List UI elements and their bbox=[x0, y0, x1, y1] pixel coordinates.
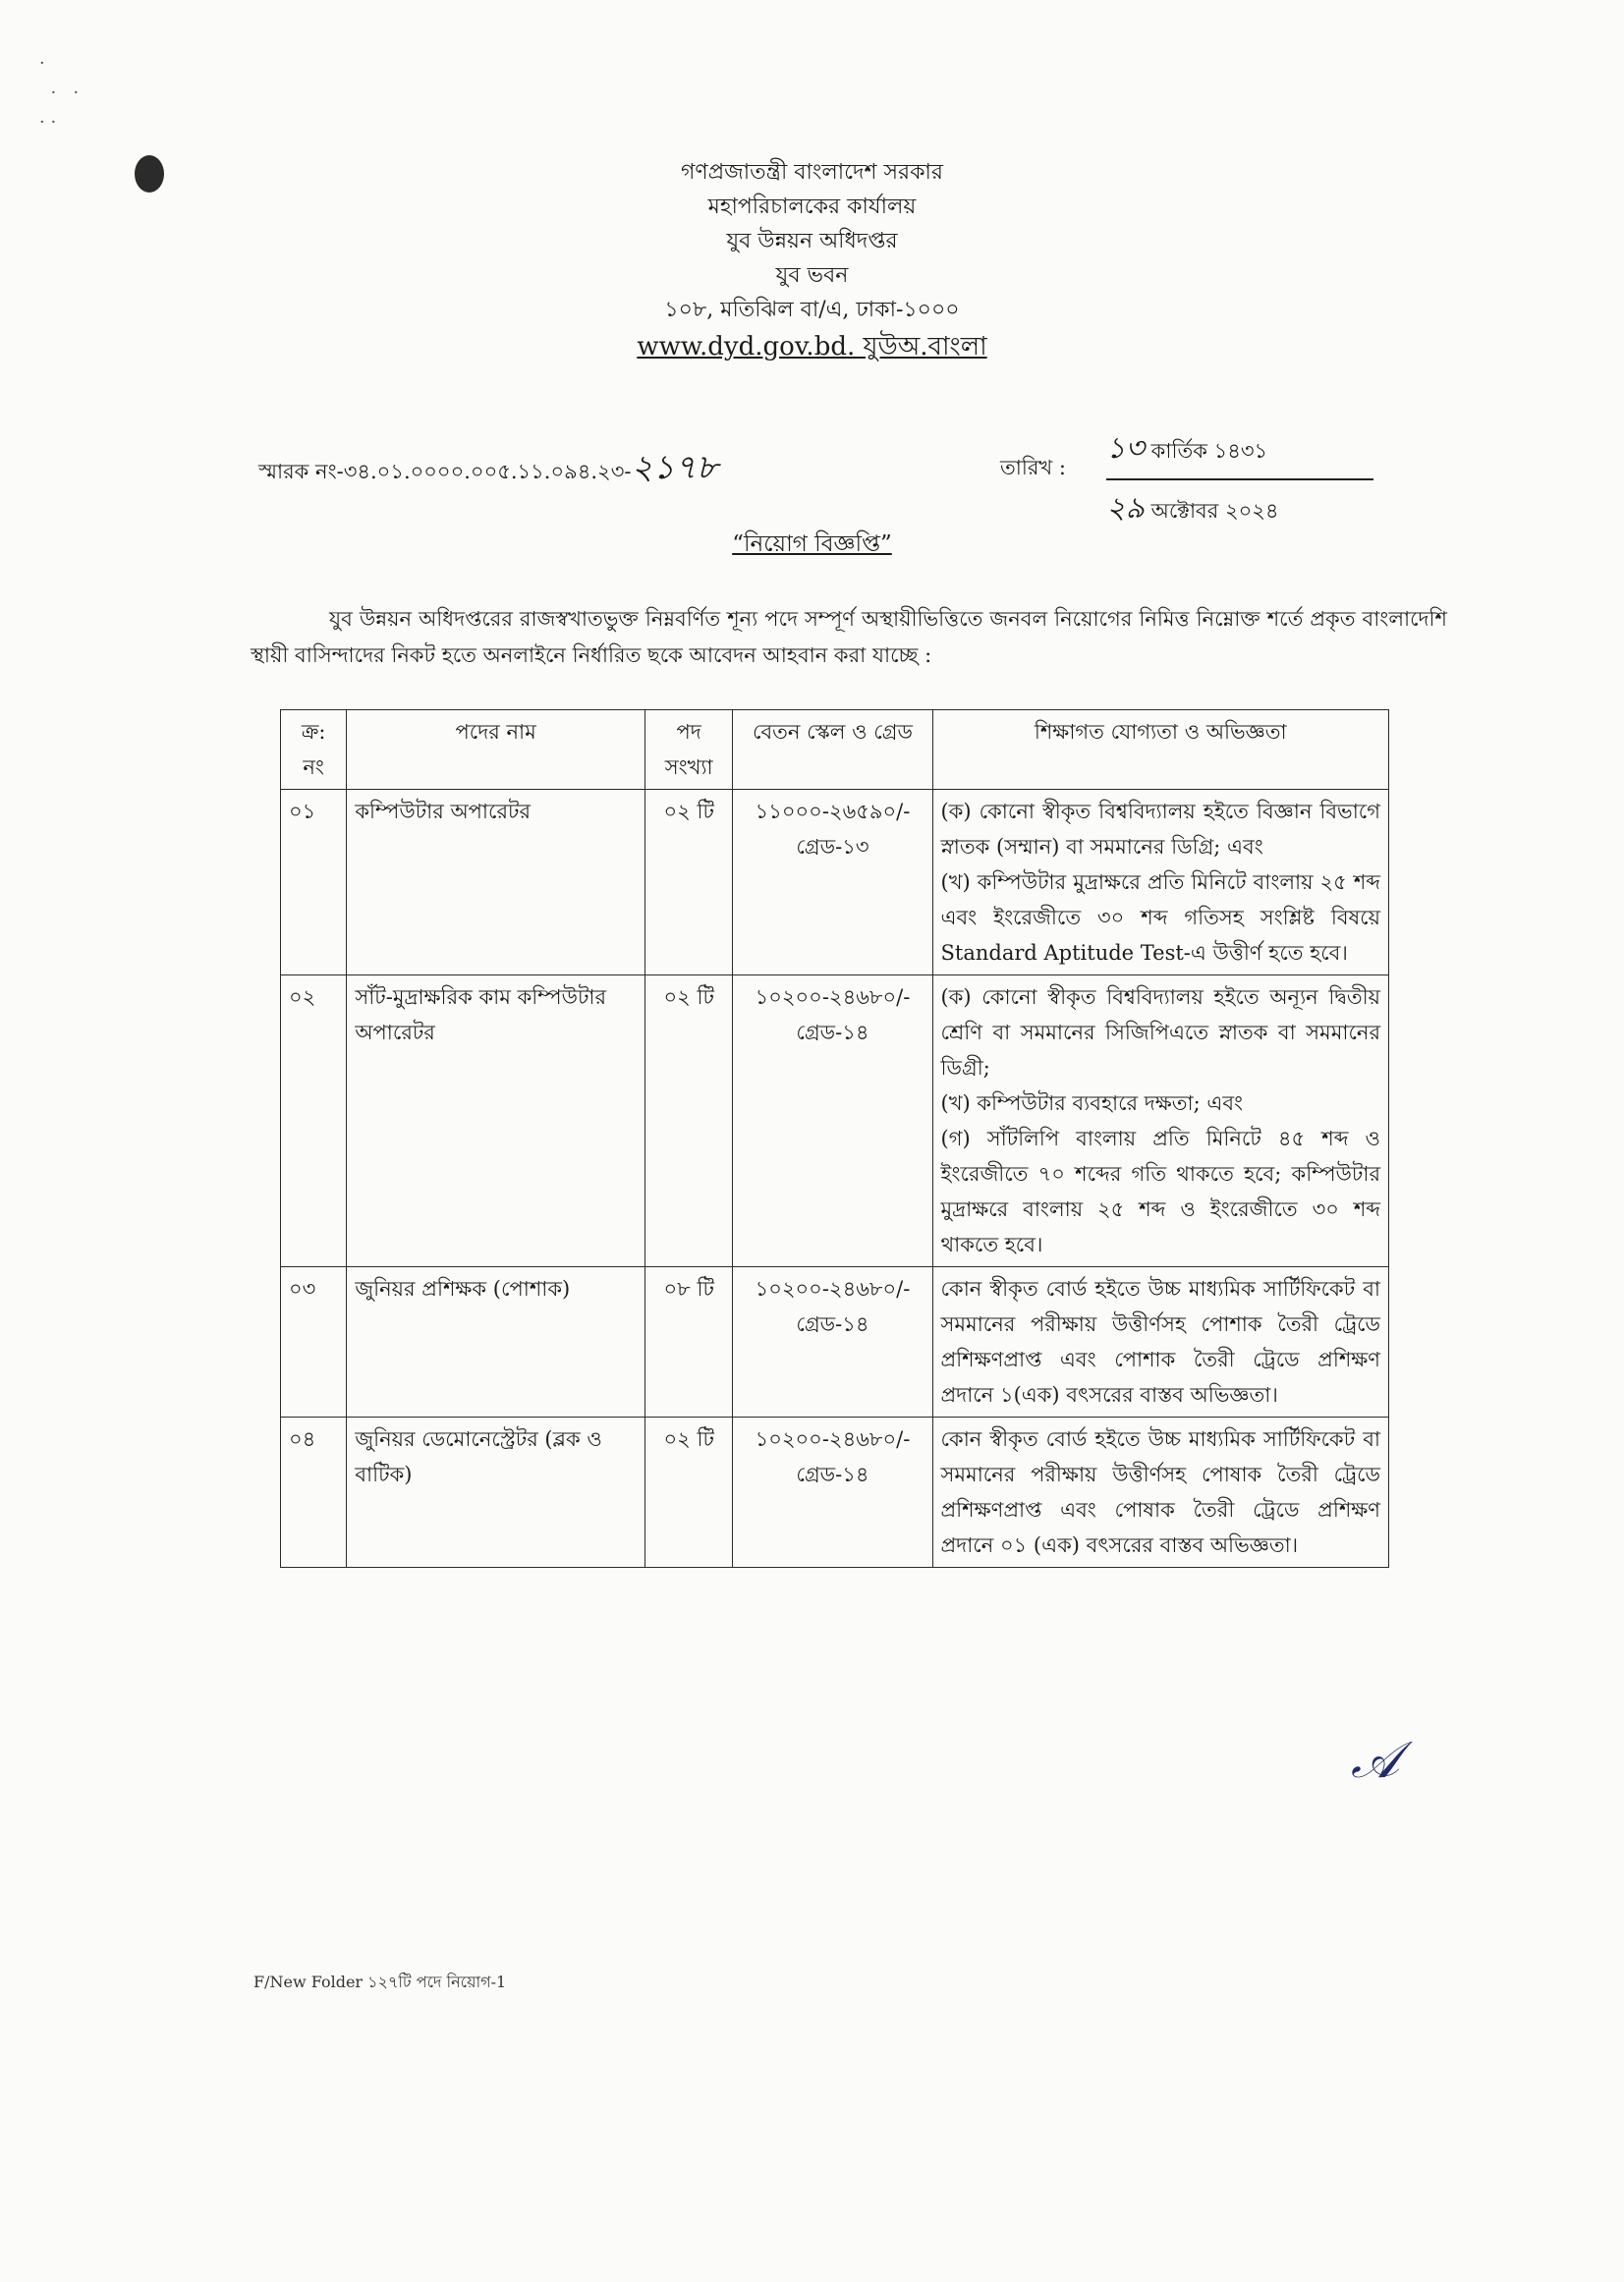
website-link[interactable]: www.dyd.gov.bd. যুউঅ.বাংলা bbox=[637, 332, 987, 362]
cell-post-name: জুনিয়র ডেমোনেস্ট্রেটর (ব্লক ও বাটিক) bbox=[347, 1418, 645, 1568]
header-post-count: পদ সংখ্যা bbox=[644, 710, 732, 790]
grade-value: গ্রেড-১৪ bbox=[796, 1463, 869, 1486]
cell-serial: ০২ bbox=[281, 975, 347, 1267]
grade-value: গ্রেড-১৪ bbox=[796, 1021, 869, 1044]
intro-paragraph: যুব উন্নয়ন অধিদপ্তরের রাজস্বখাতভুক্ত নিম্নবর্ণিত শূন্য পদে সম্পূর্ণ অস্থায়ীভিত্তিতে জনবল নিয়োগের নিমিত্ত নিম্নোক্ত শর্তে প্রকৃত বাংলাদেশি স্থায়ী বাসিন্দাদের নিকট হতে অনলাইনে নির্ধারিত ছকে আবেদন আহবান করা যাচ্ছে : bbox=[251, 607, 1447, 667]
cell-post-count: ০২ টি bbox=[644, 790, 732, 975]
date-english-month-year: অক্টোবর ২০২৪ bbox=[1150, 499, 1279, 523]
qualification-text: কোন স্বীকৃত বোর্ড হইতে উচ্চ মাধ্যমিক সার্টিফিকেট বা সমমানের পরীক্ষায় উত্তীর্ণসহ পোশাক তৈরী ট্রেডে প্রশিক্ষণপ্রাপ্ত এবং পোশাক তৈরী ট্রেডে প্রশিক্ষণ প্রদানে ১(এক) বৎসরের বাস্তব অভিজ্ঞতা। bbox=[940, 1277, 1380, 1407]
table-header-row bbox=[281, 710, 1389, 790]
header-post-name: পদের নাম bbox=[347, 710, 645, 790]
header-serial: ক্র: নং bbox=[281, 710, 347, 790]
grade-value: গ্রেড-১৪ bbox=[796, 1312, 869, 1336]
cell-post-name: সাঁট-মুদ্রাক্ষরিক কাম কম্পিউটার অপারেটর bbox=[347, 975, 645, 1267]
cell-pay-scale bbox=[733, 790, 932, 975]
header-qualification: শিক্ষাগত যোগ্যতা ও অভিজ্ঞতা bbox=[932, 710, 1389, 790]
scan-specks: · · · · · bbox=[39, 53, 80, 133]
pay-scale-value: ১১০০০-২৬৫৯০/- bbox=[755, 800, 911, 823]
date-label: তারিখ : bbox=[1000, 456, 1066, 479]
cell-post-count: ০৮ টি bbox=[644, 1267, 732, 1418]
pay-scale-value: ১০২০০-২৪৬৮০/- bbox=[755, 985, 911, 1009]
letterhead-line: যুব ভবন bbox=[775, 263, 849, 288]
cell-serial: ০১ bbox=[281, 790, 347, 975]
signature-mark: 𝒜 bbox=[1351, 1731, 1400, 1790]
cell-pay-scale bbox=[733, 1418, 932, 1568]
letterhead-line: মহাপরিচালকের কার্যালয় bbox=[707, 195, 917, 219]
date-bangla-day: ১৩ bbox=[1106, 431, 1145, 466]
header-pay-scale: বেতন স্কেল ও গ্রেড bbox=[733, 710, 932, 790]
table-row bbox=[281, 975, 1389, 1267]
pay-scale-value: ১০২০০-২৪৬৮০/- bbox=[755, 1277, 911, 1301]
date-bangla-month-year: কার্তিক ১৪৩১ bbox=[1150, 439, 1268, 463]
notice-title-text: “নিয়োগ বিজ্ঞপ্তি” bbox=[732, 531, 892, 557]
cell-qualification bbox=[932, 1267, 1389, 1418]
notice-title bbox=[0, 526, 1624, 564]
letterhead bbox=[0, 155, 1624, 366]
cell-qualification bbox=[932, 975, 1389, 1267]
grade-value: গ্রেড-১৩ bbox=[796, 835, 869, 859]
memo-handwritten-number: ২১৭৮ bbox=[631, 448, 718, 487]
cell-pay-scale bbox=[733, 975, 932, 1267]
cell-post-count: ০২ টি bbox=[644, 975, 732, 1267]
cell-qualification bbox=[932, 790, 1389, 975]
vacancy-table bbox=[280, 709, 1389, 1568]
cell-qualification bbox=[932, 1418, 1389, 1568]
cell-post-name: কম্পিউটার অপারেটর bbox=[347, 790, 645, 975]
footer-file-path: F/New Folder ১২৭টি পদে নিয়োগ-1 bbox=[253, 1973, 507, 1991]
memo-prefix: স্মারক নং-৩৪.০১.০০০০.০০৫.১১.০৯৪.২৩- bbox=[258, 460, 632, 483]
date-bangla bbox=[1106, 424, 1373, 480]
table-row bbox=[281, 1267, 1389, 1418]
letterhead-address: ১০৮, মতিঝিল বা/এ, ঢাকা-১০০০ bbox=[664, 298, 960, 322]
cell-post-name: জুনিয়র প্রশিক্ষক (পোশাক) bbox=[347, 1267, 645, 1418]
qualification-text: (ক) কোনো স্বীকৃত বিশ্ববিদ্যালয় হইতে অন্যূন দ্বিতীয় শ্রেণি বা সমমানের সিজিপিএতে স্নাতক বা সমমানের ডিগ্রী; (খ) কম্পিউটার ব্যবহারে দক্ষতা; এবং (গ) সাঁটলিপি বাংলায় প্রতি মিনিটে ৪৫ শব্দ ও ইংরেজীতে ৭০ শব্দের গতি থাকতে হবে; কম্পিউটার মুদ্রাক্ষরে বাংলায় ২৫ শব্দ ও ইংরেজীতে ৩০ শব্দ থাকতে হবে। bbox=[940, 985, 1380, 1256]
table-row bbox=[281, 790, 1389, 975]
date-english-day: ২৯ bbox=[1106, 491, 1145, 526]
cell-post-count: ০২ টি bbox=[644, 1418, 732, 1568]
qualification-text: কোন স্বীকৃত বোর্ড হইতে উচ্চ মাধ্যমিক সার্টিফিকেট বা সমমানের পরীক্ষায় উত্তীর্ণসহ পোষাক তৈরী ট্রেডে প্রশিক্ষণপ্রাপ্ত এবং পোষাক তৈরী ট্রেডে প্রশিক্ষণ প্রদানে ০১ (এক) বৎসরের বাস্তব অভিজ্ঞতা। bbox=[940, 1427, 1380, 1557]
pay-scale-value: ১০২০০-২৪৬৮০/- bbox=[755, 1427, 911, 1451]
cell-serial: ০৪ bbox=[281, 1418, 347, 1568]
cell-serial: ০৩ bbox=[281, 1267, 347, 1418]
cell-pay-scale bbox=[733, 1267, 932, 1418]
table-row bbox=[281, 1418, 1389, 1568]
letterhead-line: গণপ্রজাতন্ত্রী বাংলাদেশ সরকার bbox=[680, 160, 944, 185]
memo-number bbox=[258, 442, 718, 498]
qualification-text: (ক) কোনো স্বীকৃত বিশ্ববিদ্যালয় হইতে বিজ্ঞান বিভাগে স্নাতক (সম্মান) বা সমমানের ডিগ্রি; এবং (খ) কম্পিউটার মুদ্রাক্ষরে প্রতি মিনিটে বাংলায় ২৫ শব্দ এবং ইংরেজীতে ৩০ শব্দ গতিসহ সংশ্লিষ্ট বিষয়ে Standard Aptitude Test-এ উত্তীর্ণ হতে হবে। bbox=[940, 800, 1380, 965]
letterhead-line: যুব উন্নয়ন অধিদপ্তর bbox=[726, 229, 898, 253]
